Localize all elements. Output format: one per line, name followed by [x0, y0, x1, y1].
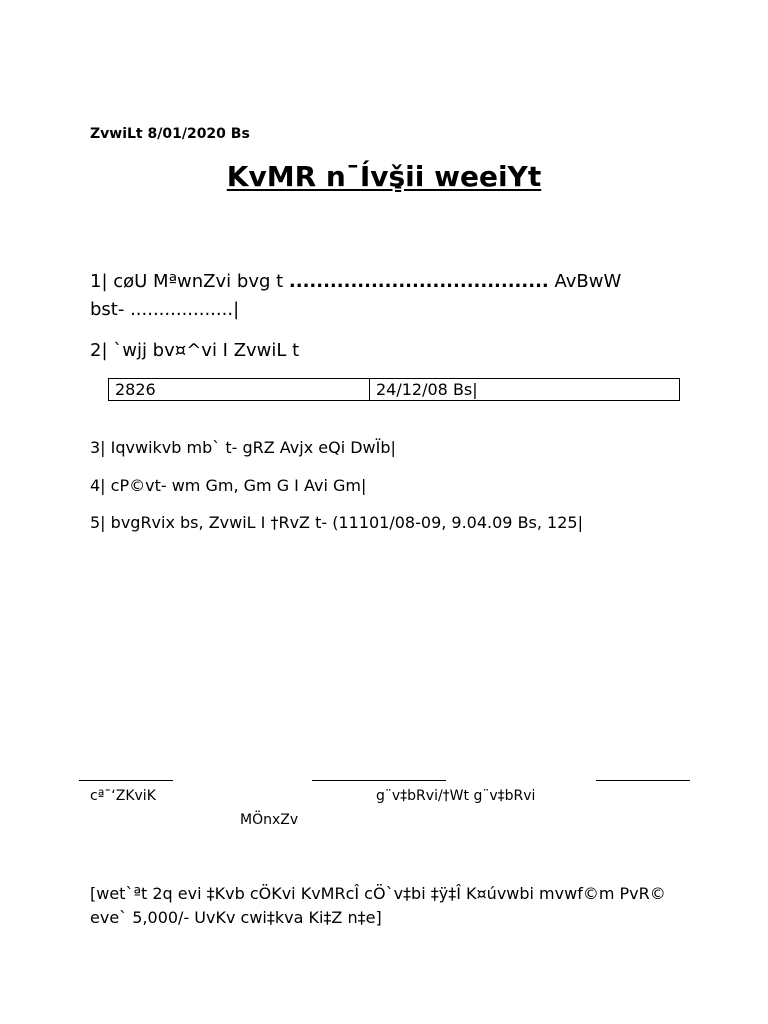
item-1-line-2: bst- ..................| — [90, 299, 240, 320]
item-1-dots: ...................................... — [288, 271, 549, 292]
item-2: 2| `wjj bv¤^vi I ZvwiL t — [90, 340, 300, 361]
signature-line-left — [79, 780, 173, 781]
item-4: 4| cP©vt- wm Gm, Gm G I Avi Gm| — [90, 476, 367, 495]
signature-line-center — [312, 780, 446, 781]
signature-line-right — [596, 780, 690, 781]
signature-label-left: cª¯‘ZKviK — [90, 788, 156, 804]
item-5: 5| bvgRvix bs, ZvwiL I †RvZ t- (11101/08-09, 9.04.09 Bs, 125| — [90, 513, 583, 532]
deed-number-cell: 2826 — [109, 379, 370, 401]
deed-reference-table — [108, 378, 680, 401]
item-3: 3| Iqvwikvb mb` t- gRZ Avjx eQi DwÏb| — [90, 438, 396, 457]
date-line: ZvwiLt 8/01/2020 Bs — [90, 126, 250, 142]
page-title: KvMR n¯Ívš͇ii weeiYt — [226, 160, 542, 193]
item-1-suffix: AvBwW — [548, 271, 622, 292]
table-row — [109, 379, 680, 401]
item-1-prefix: 1| cøU MªwnZvi bvg t — [90, 271, 289, 292]
deed-date-cell: 24/12/08 Bs| — [370, 379, 680, 401]
footnote: [wet`ªt 2q evi ‡Kvb cÖKvi KvMRcÎ cÖ`v‡bi ‡ÿ‡Î K¤úvwbi mvwf©m PvR© eve` 5,000/- UvKv cwi‡kva Ki‡Z n‡e] — [90, 884, 666, 927]
signature-label-center: MÖnxZv — [240, 812, 299, 828]
item-1-line-1 — [90, 269, 621, 295]
signature-label-right: g¨v‡bRvi/†Wt g¨v‡bRvi — [376, 788, 536, 804]
